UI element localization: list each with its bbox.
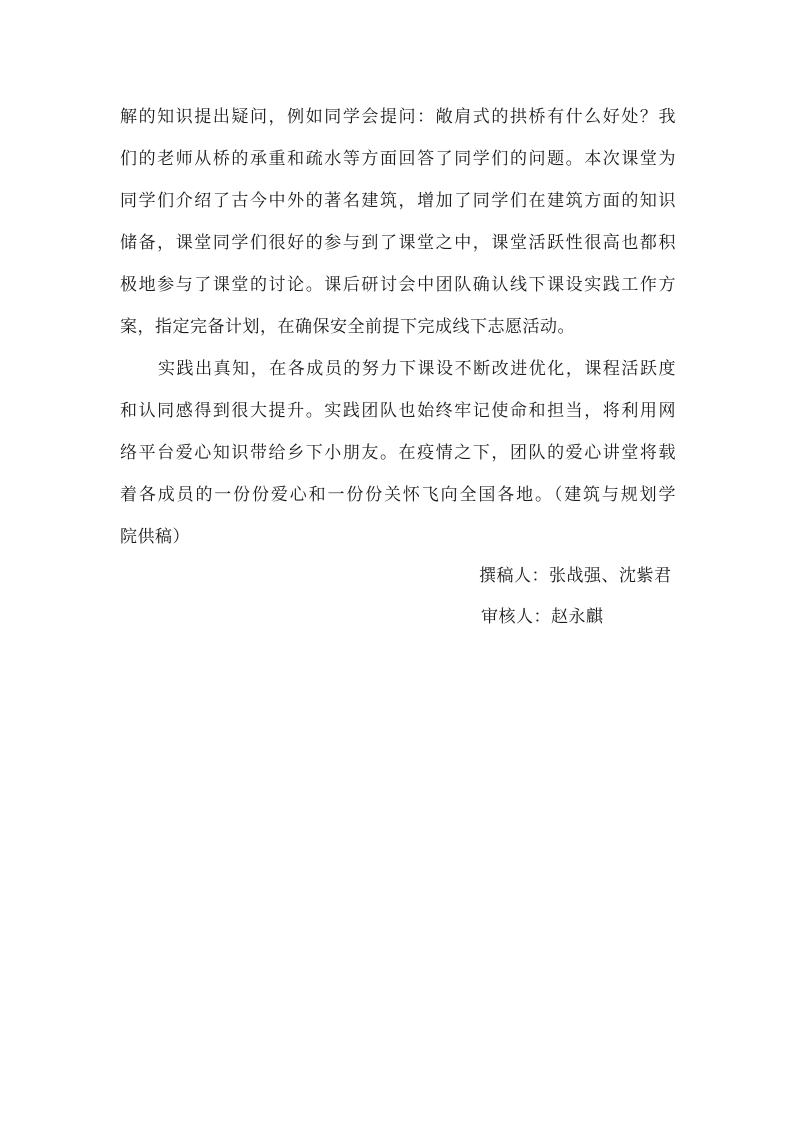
text-line: 解的知识提出疑问，例如同学会提问：敞肩式的拱桥有什么好处？我 — [120, 107, 676, 127]
text-line: 院供稿） — [120, 527, 190, 547]
reviewer-credit: 审核人：赵永麒 — [481, 607, 604, 627]
paragraph-1 — [120, 104, 676, 344]
text-line: 和认同感得到很大提升。实践团队也始终牢记使命和担当，将利用网 — [120, 401, 676, 421]
text-line: 着各成员的一份份爱心和一份份关怀飞向全国各地。（建筑与规划学 — [120, 485, 676, 505]
text-line: 储备，课堂同学们很好的参与到了课堂之中，课堂活跃性很高也都积 — [120, 233, 676, 253]
text-line: 们的老师从桥的承重和疏水等方面回答了同学们的问题。本次课堂为 — [120, 149, 676, 169]
paragraph-2 — [120, 356, 676, 556]
author-credit: 撰稿人：张战强、沈紫君 — [479, 566, 672, 586]
text-line: 实践出真知，在各成员的努力下课设不断改进优化，课程活跃度 — [158, 359, 676, 379]
text-line: 络平台爱心知识带给乡下小朋友。在疫情之下，团队的爱心讲堂将载 — [120, 443, 676, 463]
text-line: 案，指定完备计划，在确保安全前提下完成线下志愿活动。 — [120, 317, 575, 337]
text-line: 同学们介绍了古今中外的著名建筑，增加了同学们在建筑方面的知识 — [120, 191, 676, 211]
text-line: 极地参与了课堂的讨论。课后研讨会中团队确认线下课设实践工作方 — [120, 275, 676, 295]
